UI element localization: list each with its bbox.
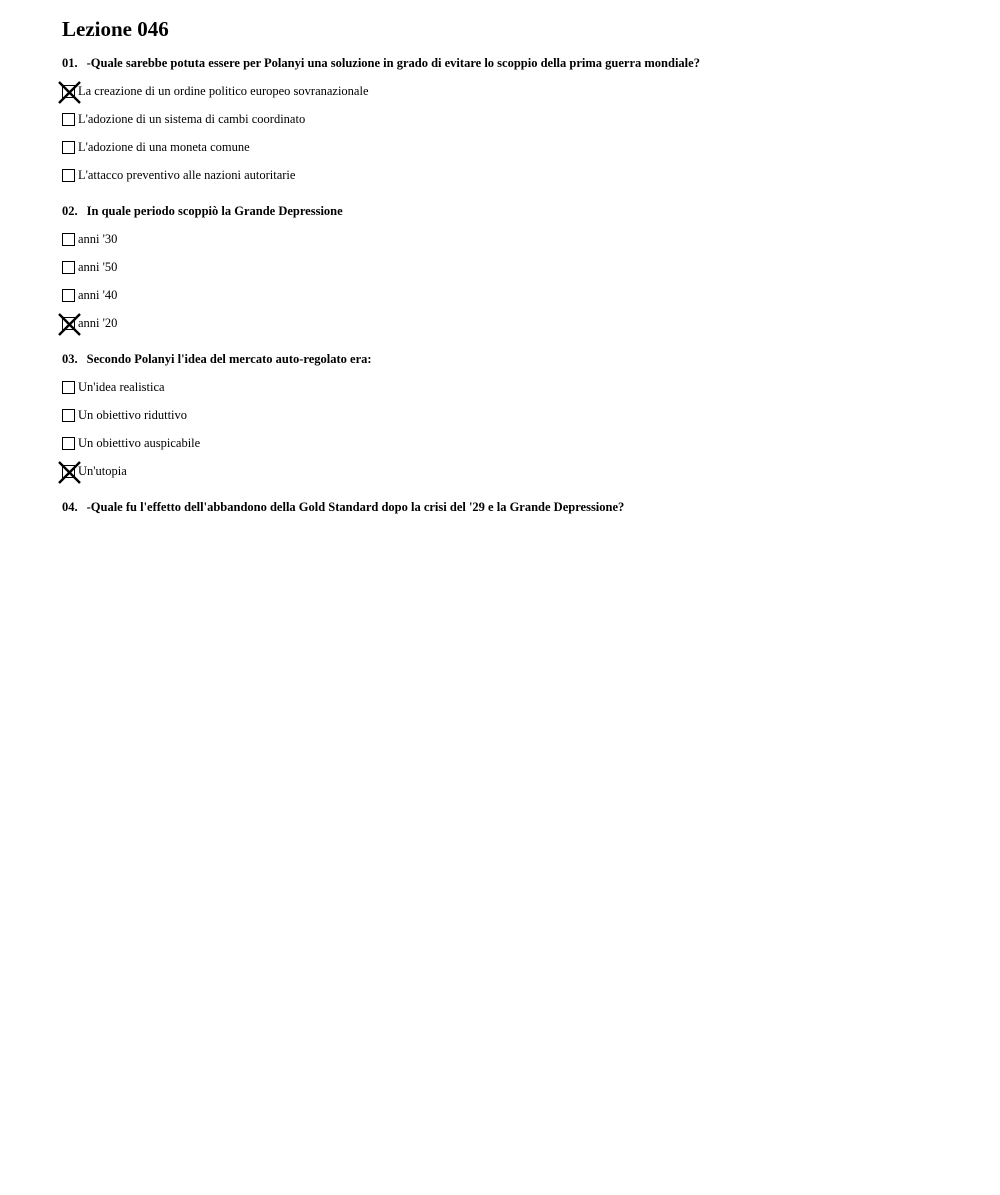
answer-option[interactable]	[62, 429, 962, 457]
answer-option[interactable]	[62, 401, 962, 429]
question-number: 01.	[62, 56, 78, 70]
answer-option[interactable]	[62, 77, 962, 105]
answer-label: Un obiettivo auspicabile	[78, 436, 201, 450]
question-heading	[62, 351, 962, 367]
answer-label: La creazione di un ordine politico europeo sovranazionale	[78, 84, 369, 98]
answer-label: Un'idea realistica	[78, 380, 165, 394]
check-cross-icon	[57, 80, 82, 105]
question-text: Secondo Polanyi l'idea del mercato auto-regolato era:	[86, 352, 372, 366]
answer-checkbox[interactable]	[62, 261, 75, 274]
answer-checkbox[interactable]	[62, 169, 75, 182]
answer-label: L'adozione di un sistema di cambi coordinato	[78, 112, 306, 126]
question-text: In quale periodo scoppiò la Grande Depressione	[86, 204, 343, 218]
question-number: 04.	[62, 500, 78, 514]
question-heading	[62, 499, 962, 515]
answer-option[interactable]	[62, 281, 962, 309]
question-number: 02.	[62, 204, 78, 218]
check-cross-icon	[57, 460, 82, 485]
answer-checkbox[interactable]	[62, 141, 75, 154]
answer-option[interactable]	[62, 105, 962, 133]
question-03	[62, 351, 962, 485]
answer-option[interactable]	[62, 133, 962, 161]
question-heading	[62, 55, 962, 71]
answer-option[interactable]	[62, 457, 962, 485]
answer-checkbox[interactable]	[62, 317, 75, 330]
answer-option[interactable]	[62, 253, 962, 281]
answer-label: anni '30	[78, 232, 118, 246]
question-02	[62, 203, 962, 337]
answer-checkbox[interactable]	[62, 437, 75, 450]
answer-option[interactable]	[62, 373, 962, 401]
answer-checkbox[interactable]	[62, 465, 75, 478]
page-title: Lezione 046	[62, 17, 169, 41]
answer-label: Un obiettivo riduttivo	[78, 408, 188, 422]
answer-checkbox[interactable]	[62, 381, 75, 394]
answer-label: anni '40	[78, 288, 118, 302]
answer-label: anni '50	[78, 260, 118, 274]
answer-checkbox[interactable]	[62, 85, 75, 98]
answer-checkbox[interactable]	[62, 233, 75, 246]
answer-option[interactable]	[62, 161, 962, 189]
question-01	[62, 55, 962, 189]
question-text: -Quale sarebbe potuta essere per Polanyi una soluzione in grado di evitare lo scoppio della prima guerra mondiale?	[86, 56, 700, 70]
question-number: 03.	[62, 352, 78, 366]
answer-label: L'adozione di una moneta comune	[78, 140, 250, 154]
answer-option[interactable]	[62, 309, 962, 337]
answer-option[interactable]	[62, 225, 962, 253]
answer-label: anni '20	[78, 316, 118, 330]
answer-checkbox[interactable]	[62, 409, 75, 422]
answer-label: L'attacco preventivo alle nazioni autoritarie	[78, 168, 296, 182]
question-04	[62, 499, 962, 515]
answer-label: Un'utopia	[78, 464, 127, 478]
question-heading	[62, 203, 962, 219]
question-text: -Quale fu l'effetto dell'abbandono della Gold Standard dopo la crisi del '29 e la Grande Depressione?	[86, 500, 625, 514]
check-cross-icon	[57, 312, 82, 337]
answer-checkbox[interactable]	[62, 289, 75, 302]
quiz-page	[62, 16, 962, 529]
answer-checkbox[interactable]	[62, 113, 75, 126]
